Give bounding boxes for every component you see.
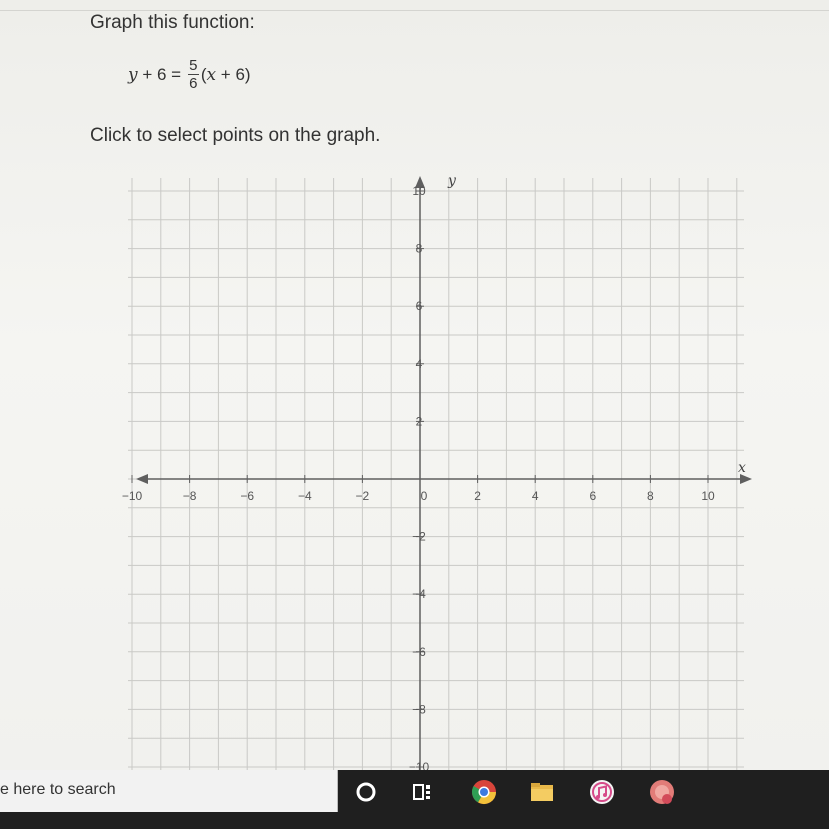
y-tick-label: 4 <box>415 356 423 371</box>
y-axis-label: y <box>448 173 456 189</box>
prompt-title: Graph this function: <box>90 12 255 33</box>
y-tick-label: 10 <box>412 184 426 198</box>
y-tick-label: −6 <box>412 644 426 659</box>
y-tick-label: −10 <box>408 760 430 770</box>
instruction-text: Click to select points on the graph. <box>90 125 381 146</box>
x-axis-left-arrow <box>136 474 148 484</box>
taskbar-search-box[interactable] <box>0 770 338 812</box>
x-tick-label: −6 <box>240 489 255 503</box>
y-tick-label: −4 <box>412 587 426 602</box>
task-view-icon[interactable] <box>408 778 436 806</box>
x-axis-label: x <box>738 460 746 476</box>
y-tick-label: −8 <box>412 702 426 717</box>
y-tick-label: −2 <box>412 529 426 544</box>
y-tick-label: 8 <box>415 241 423 256</box>
x-tick-label: 0 <box>420 489 428 503</box>
taskbar <box>0 770 829 829</box>
equation-rhs-open: ( <box>200 64 207 84</box>
itunes-icon[interactable] <box>588 778 616 806</box>
x-tick-label: 8 <box>647 489 654 503</box>
app-icon[interactable] <box>648 778 676 806</box>
chrome-icon[interactable] <box>470 778 498 806</box>
x-tick-label: 2 <box>474 489 481 503</box>
equation-lhs-rest: + 6 = <box>137 64 186 84</box>
x-tick-label: −8 <box>182 489 197 503</box>
x-tick-label: 6 <box>589 489 597 503</box>
equation-rhs-var: x <box>206 64 217 85</box>
y-tick-label: 6 <box>415 299 423 314</box>
cortana-circle-icon[interactable] <box>352 778 380 806</box>
x-tick-label: 4 <box>531 489 539 503</box>
x-tick-label: −10 <box>121 489 143 503</box>
equation-rhs-rest: + 6) <box>216 64 251 84</box>
taskbar-search-text: e here to search <box>0 781 116 798</box>
x-tick-label: −2 <box>355 489 370 503</box>
y-tick-label: 2 <box>415 414 423 429</box>
equation-lhs-var: y <box>128 64 138 85</box>
x-tick-label: 10 <box>701 489 715 503</box>
x-tick-label: −4 <box>297 489 312 503</box>
fraction-denominator: 6 <box>189 75 198 92</box>
fraction-numerator: 5 <box>189 57 198 74</box>
file-explorer-icon[interactable] <box>528 778 556 806</box>
